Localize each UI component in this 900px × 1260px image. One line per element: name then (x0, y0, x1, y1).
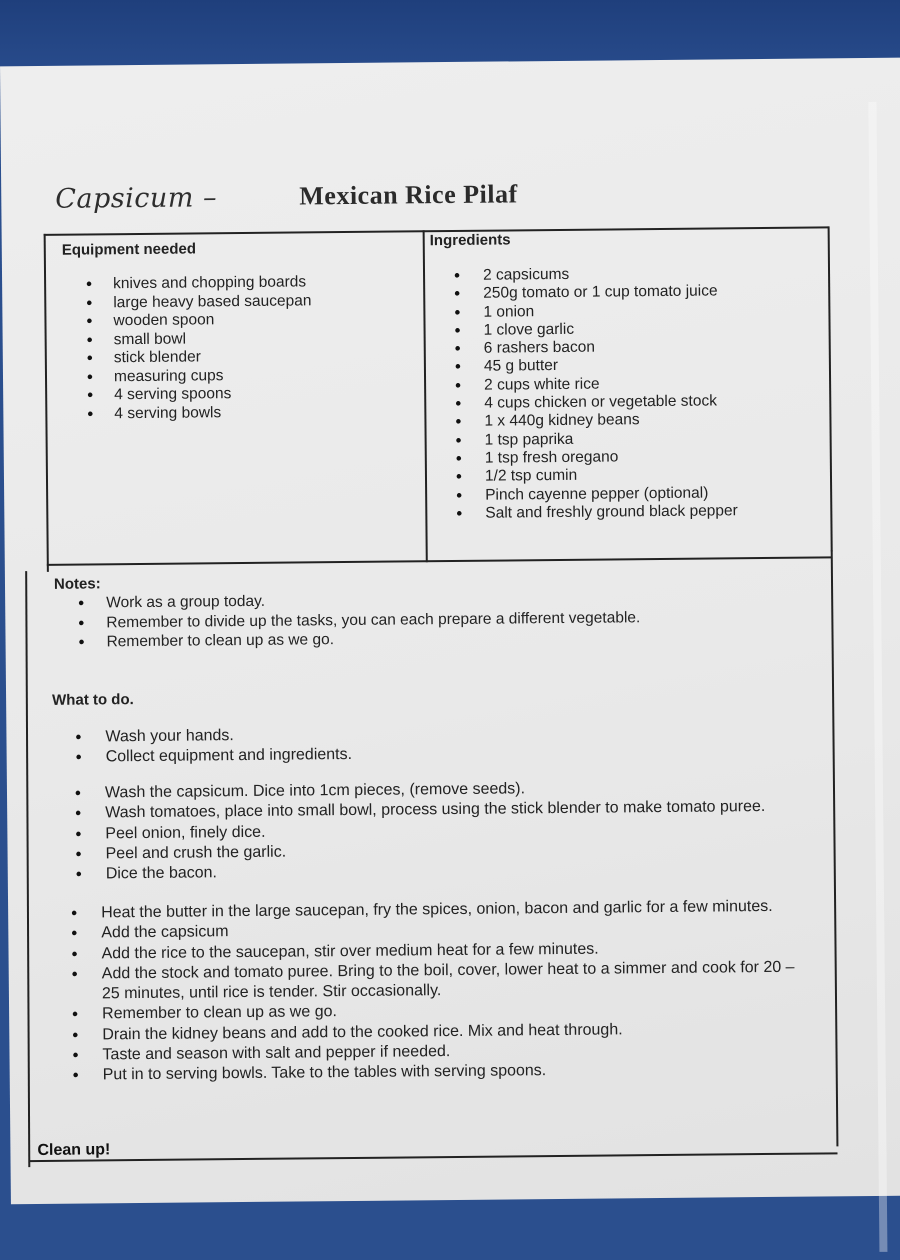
step-item: • Drain the kidney beans and add to the cooked rice. Mix and heat through. (72, 1019, 795, 1046)
list-item: • 250g tomato or 1 cup tomato juice (454, 283, 736, 304)
list-item: • Pinch cayenne pepper (optional) (456, 484, 738, 505)
ingredients-list (454, 264, 738, 523)
notes-list (78, 588, 640, 652)
step-item: • Put in to serving bowls. Take to the tables with serving spoons. (73, 1059, 796, 1086)
list-item: • wooden spoon (86, 310, 311, 331)
steps-group-1 (75, 725, 352, 768)
table-column-divider (423, 230, 428, 562)
steps-group-3 (71, 897, 796, 1087)
list-item: • 4 serving bowls (87, 403, 312, 424)
notes-heading: Notes: (53, 575, 101, 593)
page-title: Mexican Rice Pilaf (299, 179, 518, 211)
what-to-do-heading: What to do. (52, 691, 134, 709)
step-item: • Add the capsicum (71, 917, 794, 944)
handwritten-note: Capsicum – (55, 182, 218, 215)
table-bottom-border (30, 1152, 838, 1161)
step-item: • Remember to clean up as we go. (72, 998, 795, 1025)
plastic-sleeve-edge (868, 102, 887, 1252)
step-item: • Taste and season with salt and pepper if needed. (72, 1039, 795, 1066)
list-item: • knives and chopping boards (86, 273, 311, 294)
table-row-divider (47, 556, 832, 565)
list-item: • 4 serving spoons (87, 384, 312, 405)
list-item: • large heavy based saucepan (86, 292, 311, 313)
clean-up-heading: Clean up! (37, 1141, 111, 1160)
equipment-list (86, 273, 313, 423)
list-item: • 1 x 440g kidney beans (455, 411, 737, 432)
step-item: • Add the stock and tomato puree. Bring to the boil, cover, lower heat to a simmer and cook for 20 – (72, 958, 795, 985)
list-item: • 1 onion (454, 301, 736, 322)
list-item: • 1/2 tsp cumin (456, 466, 738, 487)
step-item: • Wash the capsicum. Dice into 1cm pieces, (remove seeds). (75, 777, 765, 804)
notes-right-border (831, 550, 838, 1146)
notes-left-border (25, 571, 30, 1167)
step-item: • Wash tomatoes, place into small bowl, process using the stick blender to make tomato puree. (75, 797, 765, 824)
list-item: • 6 rashers bacon (455, 337, 737, 358)
list-item: • 45 g butter (455, 356, 737, 377)
table-right-border (828, 226, 833, 551)
list-item: • 2 capsicums (454, 264, 736, 285)
step-item: • Peel and crush the garlic. (75, 838, 765, 865)
list-item: • 1 clove garlic (454, 319, 736, 340)
list-item: • small bowl (87, 329, 312, 350)
step-item: • Wash your hands. (75, 725, 352, 748)
step-item: • Collect equipment and ingredients. (76, 745, 353, 768)
list-item: • Work as a group today. (78, 588, 640, 613)
list-item: • 4 cups chicken or vegetable stock (455, 392, 737, 413)
table-left-border (44, 234, 49, 572)
list-item: • measuring cups (87, 366, 312, 387)
step-item: • Heat the butter in the large saucepan, fry the spices, onion, bacon and garlic for a few minutes. (71, 897, 794, 924)
steps-group-2 (75, 777, 766, 885)
step-item-continuation: 25 minutes, until rice is tender. Stir occasionally. (101, 982, 442, 1003)
list-item: • 1 tsp paprika (456, 429, 738, 450)
equipment-heading: Equipment needed (61, 240, 197, 259)
ingredients-heading: Ingredients (429, 231, 511, 250)
step-item: • Peel onion, finely dice. (75, 818, 765, 845)
list-item: • Salt and freshly ground black pepper (456, 502, 738, 523)
step-item: • Dice the bacon. (76, 858, 766, 885)
recipe-sheet (0, 58, 900, 1205)
list-item: • stick blender (87, 347, 312, 368)
list-item: • Remember to clean up as we go. (78, 627, 640, 652)
list-item: • 1 tsp fresh oregano (456, 447, 738, 468)
step-item: • Add the rice to the saucepan, stir over medium heat for a few minutes. (71, 937, 794, 964)
list-item: • Remember to divide up the tasks, you can each prepare a different vegetable. (78, 608, 640, 633)
list-item: • 2 cups white rice (455, 374, 737, 395)
